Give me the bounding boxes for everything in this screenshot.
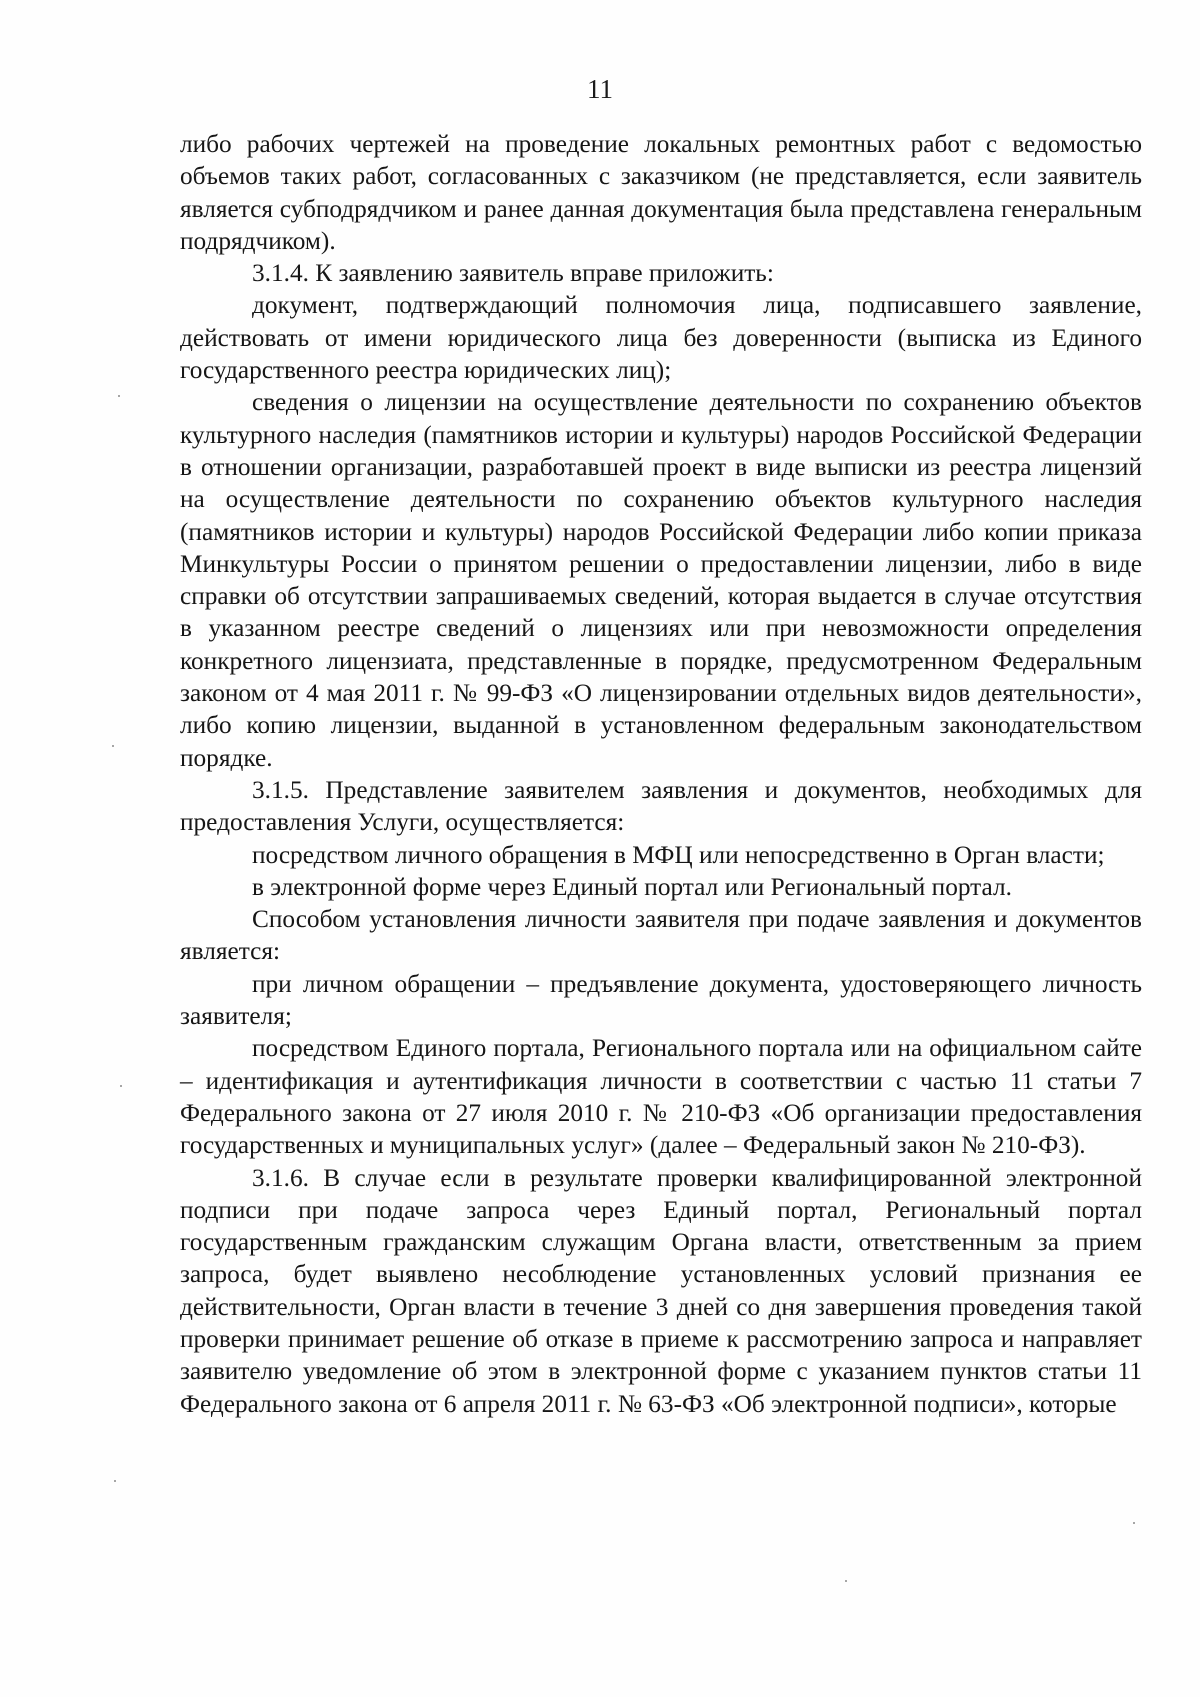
paragraph-portal-identification: посредством Единого портала, Регионального портала или на официальном сайте – идентификация и аутентификация личности в соответствии с частью 11 статьи 7 Федерального закона от 27 июля 2010 г. № 210-ФЗ «Об организации предоставления государственных и муниципальных услуг» (далее – Федеральный закон № 210-ФЗ). — [180, 1034, 1142, 1160]
scan-speck — [112, 745, 114, 747]
scan-speck — [118, 395, 120, 397]
paragraph-identification-method: Способом установления личности заявителя при подаче заявления и документов является: — [180, 905, 1142, 966]
document-body — [180, 128, 1142, 1420]
paragraph-work-drawings: либо рабочих чертежей на проведение локальных ремонтных работ с ведомостью объемов таких работ, согласованных с заказчиком (не представляется, если заявитель является субподрядчиком и ранее данная документация была представлена генеральным подрядчиком). — [180, 130, 1142, 255]
page-number: 11 — [587, 74, 613, 104]
paragraph-electronic-form: в электронной форме через Единый портал или Региональный портал. — [252, 872, 1012, 901]
paragraph-license-info: сведения о лицензии на осуществление деятельности по сохранению объектов культурного наследия (памятников истории и культуры) народов Российской Федерации в отношении организации, разработавшей проект в виде выписки из реестра лицензий на осуществление деятельности по сохранению объектов культурного наследия (памятников истории и культуры) народов Российской Федерации либо копии приказа Минкультуры России о принятом решении о предоставлении лицензии, либо в виде справки об отсутствии запрашиваемых сведений, которая выдается в случае отсутствия в указанном реестре сведений о лицензиях или при невозможности определения конкретного лицензиата, представленные в порядке, предусмотренном Федеральным законом от 4 мая 2011 г. № 99-ФЗ «О лицензировании отдельных видов деятельности», либо копию лицензии, выданной в установленном федеральным законодательством порядке. — [180, 388, 1142, 772]
scan-speck — [114, 1480, 116, 1482]
paragraph-3-1-4: 3.1.4. К заявлению заявитель вправе приложить: — [252, 259, 774, 288]
paragraph-3-1-5: 3.1.5. Представление заявителем заявления и документов, необходимых для предоставления Услуги, осуществляется: — [180, 775, 1142, 837]
scan-speck — [845, 1580, 847, 1582]
scan-speck — [1133, 1522, 1135, 1524]
paragraph-personal-appeal: посредством личного обращения в МФЦ или непосредственно в Орган власти; — [252, 840, 1105, 869]
paragraph-3-1-6: 3.1.6. В случае если в результате проверки квалифицированной электронной подписи при подаче запроса через Единый портал, Региональный портал государственным гражданским служащим Органа власти, ответственным за прием запроса, будет выявлено несоблюдение установленных условий признания ее действительности, Орган власти в течение 3 дней со дня завершения проведения такой проверки принимает решение об отказе в приеме к рассмотрению запроса и направляет заявителю уведомление об этом в электронной форме с указанием пунктов статьи 11 Федерального закона от 6 апреля 2011 г. № 63-ФЗ «Об электронной подписи», которые — [180, 1163, 1142, 1418]
scan-speck — [120, 1085, 122, 1087]
paragraph-personal-identification: при личном обращении – предъявление документа, удостоверяющего личность заявителя; — [180, 969, 1142, 1031]
paragraph-authority-document: документ, подтверждающий полномочия лица, подписавшего заявление, действовать от имени юридического лица без доверенности (выписка из Единого государственного реестра юридических лиц); — [180, 291, 1142, 385]
